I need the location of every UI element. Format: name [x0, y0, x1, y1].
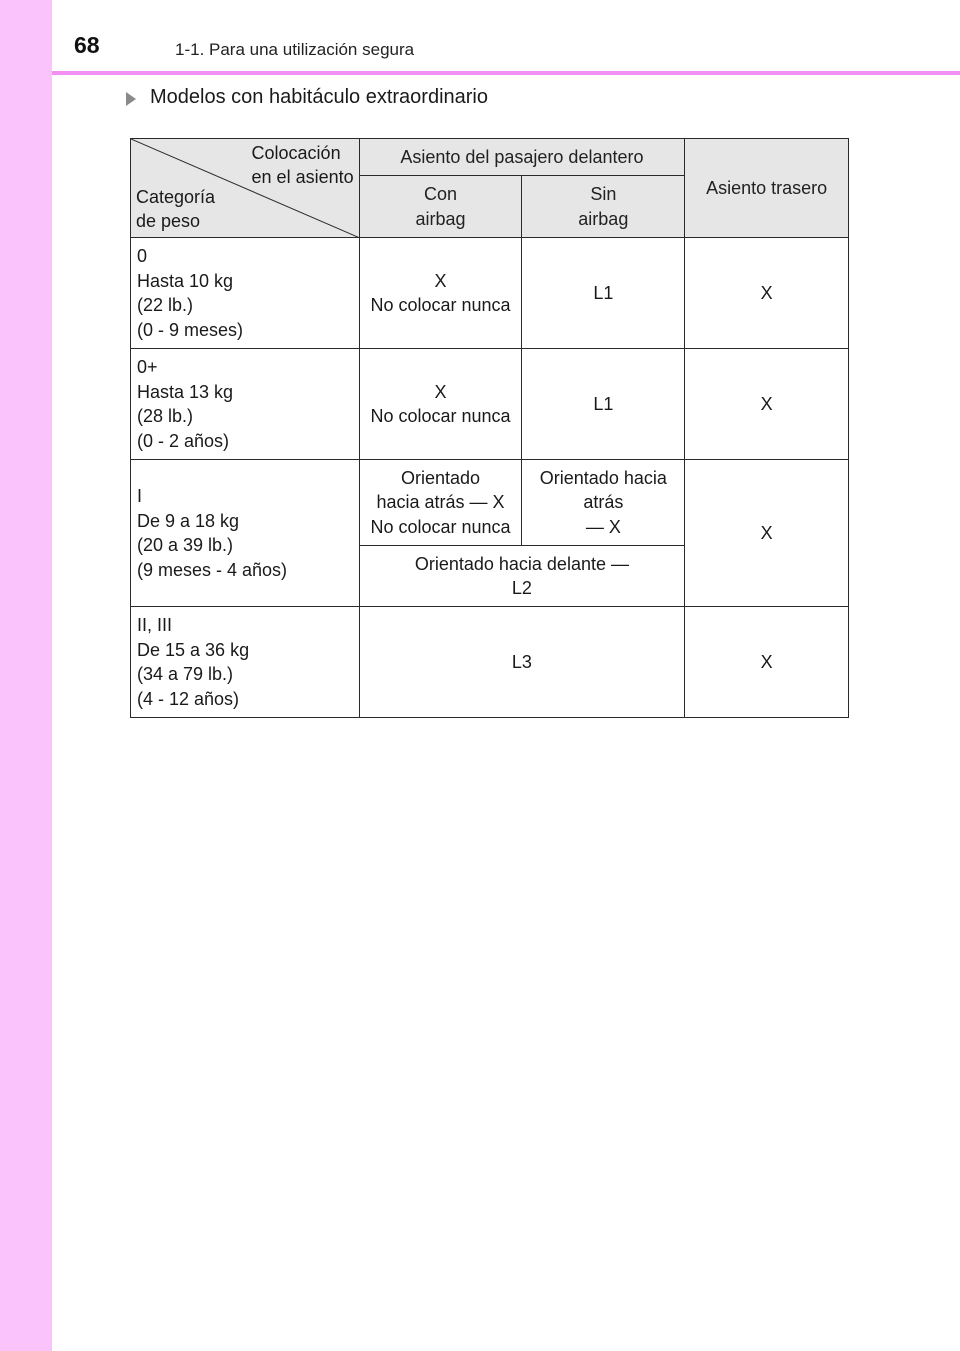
table-row	[131, 349, 849, 460]
forward-facing-cell: Orientado hacia delante — L2	[359, 546, 685, 607]
without-airbag-cell: Orientado hacia atrás — X	[522, 460, 685, 546]
seat-suitability-table	[130, 138, 849, 718]
with-airbag-cell: Orientado hacia atrás — X No colocar nunca	[359, 460, 522, 546]
with-airbag-cell: X No colocar nunca	[359, 349, 522, 460]
section-title: 1-1. Para una utilización segura	[175, 40, 415, 59]
subheading-text: Modelos con habitáculo extraordinario	[150, 86, 488, 108]
category-cell: II, III De 15 a 36 kg (34 a 79 lb.) (4 - 12 años)	[131, 607, 360, 718]
triangle-bullet-icon	[126, 92, 136, 106]
with-airbag-cell: X No colocar nunca	[359, 238, 522, 349]
page-number: 68	[74, 32, 100, 58]
rear-seat-cell: X	[685, 349, 849, 460]
with-airbag-header: Con airbag	[359, 176, 522, 238]
header-rule	[52, 71, 960, 75]
corner-header-cell	[131, 139, 360, 238]
front-seat-cell: L3	[359, 607, 685, 718]
weight-category-label: Categoría de peso	[136, 187, 216, 231]
table-row	[131, 460, 849, 546]
category-cell: 0 Hasta 10 kg (22 lb.) (0 - 9 meses)	[131, 238, 360, 349]
without-airbag-header: Sin airbag	[522, 176, 685, 238]
seat-position-label: Colocación en el asiento	[251, 143, 354, 187]
without-airbag-cell: L1	[522, 349, 685, 460]
rear-seat-cell: X	[685, 607, 849, 718]
rear-seat-header: Asiento trasero	[685, 139, 849, 238]
table-row	[131, 238, 849, 349]
without-airbag-cell: L1	[522, 238, 685, 349]
table-row	[131, 607, 849, 718]
front-passenger-header: Asiento del pasajero delantero	[359, 139, 685, 176]
side-tab-band	[0, 0, 52, 1351]
rear-seat-cell: X	[685, 238, 849, 349]
rear-seat-cell: X	[685, 460, 849, 607]
subheading	[126, 86, 488, 109]
category-cell: 0+ Hasta 13 kg (28 lb.) (0 - 2 años)	[131, 349, 360, 460]
category-cell: I De 9 a 18 kg (20 a 39 lb.) (9 meses - 4 años)	[131, 460, 360, 607]
